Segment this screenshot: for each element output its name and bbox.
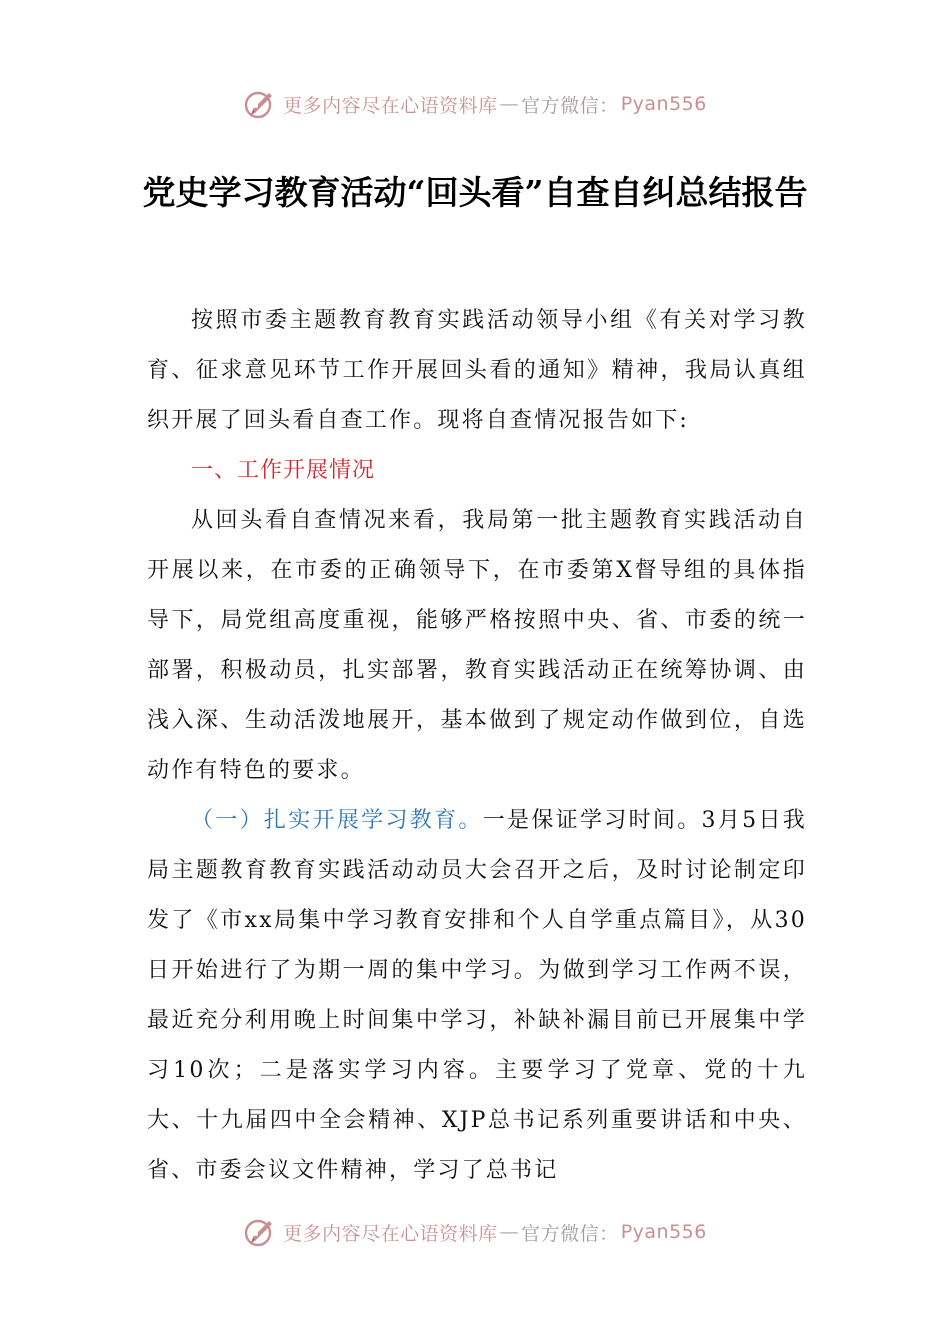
intro-paragraph: 按照市委主题教育教育实践活动领导小组《有关对学习教育、征求意见环节工作开展回头看的通知》精神，我局认真组织开展了回头看自查工作。现将自查情况报告如下:: [147, 308, 807, 433]
watermark-main-text: 更多内容尽在心语资料库: [283, 1222, 498, 1245]
watermark-wechat-id: Pyan556: [620, 1221, 707, 1243]
watermark-header: [0, 84, 950, 124]
watermark-dash: —: [499, 1221, 520, 1243]
subsection-heading: （一）扎实开展学习教育。: [191, 808, 483, 833]
document-body: [147, 296, 807, 1196]
pen-logo-icon: [243, 1215, 277, 1249]
watermark-wechat-label: 官方微信：: [521, 94, 619, 117]
watermark-wechat-id: Pyan556: [620, 93, 707, 115]
watermark-wechat-label: 官方微信：: [521, 1222, 619, 1245]
watermark-main-text: 更多内容尽在心语资料库: [283, 94, 498, 117]
section-paragraph: 从回头看自查情况来看，我局第一批主题教育实践活动自开展以来，在市委的正确领导下，在市委第X督导组的具体指导下，局党组高度重视，能够严格按照中央、省、市委的统一部署，积极动员，扎实部署，教育实践活动正在统筹协调、由浅入深、生动活泼地展开，基本做到了规定动作做到位，自选动作有特色的要求。: [147, 508, 807, 783]
watermark-dash: —: [499, 93, 520, 115]
section-heading: 一、工作开展情况: [191, 458, 376, 483]
pen-logo-icon: [243, 87, 277, 121]
watermark-footer: [0, 1212, 950, 1252]
document-title: 党史学习教育活动“回头看”自查自纠总结报告: [142, 173, 808, 212]
subsection-paragraph: [147, 796, 807, 1196]
subsection-text: 一是保证学习时间。3月5日我局主题教育教育实践活动动员大会召开之后，及时讨论制定印发了《市xx局集中学习教育安排和个人自学重点篇目》，从30日开始进行了为期一周的集中学习。为做到学习工作两不误，最近充分利用晚上时间集中学习，补缺补漏目前已开展集中学习10次；二是落实学习内容。主要学习了党章、党的十九大、十九届四中全会精神、XJP总书记系列重要讲话和中央、省、市委会议文件精神，学习了总书记: [147, 808, 807, 1183]
